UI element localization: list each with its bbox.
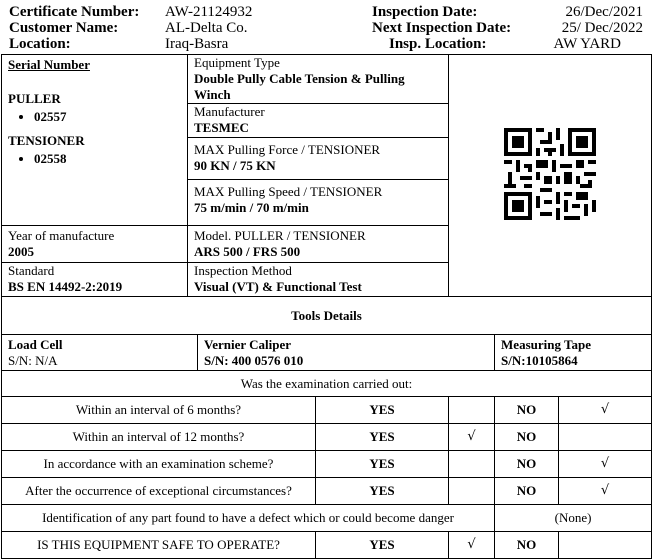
exam-row [2, 478, 652, 505]
exam-row [2, 397, 652, 424]
no-check [559, 424, 652, 451]
yes-check: √ [449, 424, 495, 451]
next-inspection-date-value: 25/ Dec/2022 [561, 20, 643, 36]
serial-number-cell [2, 55, 188, 226]
pulling-force-label: MAX Pulling Force / TENSIONER [194, 142, 381, 157]
inspection-date-label: Inspection Date: [372, 4, 478, 20]
safe-no-check [559, 532, 652, 559]
certificate-number-label: Certificate Number: [9, 4, 140, 20]
yes-label: YES [316, 451, 449, 478]
qr-code-icon [504, 128, 596, 220]
exam-row [2, 451, 652, 478]
certificate-header [0, 0, 653, 54]
exam-row [2, 424, 652, 451]
tensioner-serial: • 02558 [34, 151, 181, 167]
equipment-type-cell [188, 55, 449, 104]
next-inspection-date-label: Next Inspection Date: [372, 20, 512, 36]
yes-label: YES [316, 424, 449, 451]
customer-name-label: Customer Name: [9, 20, 119, 36]
load-cell-sn: S/N: N/A [8, 353, 58, 368]
yes-label: YES [316, 397, 449, 424]
defect-answer: (None) [495, 505, 652, 532]
no-label: NO [495, 397, 559, 424]
measuring-tape-label: Measuring Tape [501, 337, 591, 352]
no-label: NO [495, 451, 559, 478]
certificate-number-value: AW-21124932 [165, 4, 253, 20]
no-check: √ [559, 397, 652, 424]
tools-details-title: Tools Details [2, 297, 652, 335]
vernier-caliper-label: Vernier Caliper [204, 337, 292, 352]
yes-check [449, 397, 495, 424]
qr-code-cell [449, 55, 652, 297]
no-label: NO [495, 424, 559, 451]
year-value: 2005 [8, 244, 34, 259]
yes-label: YES [316, 478, 449, 505]
standard-value: BS EN 14492-2:2019 [8, 279, 123, 294]
insp-location-value: AW YARD [553, 36, 621, 52]
location-label: Location: [9, 36, 71, 52]
yes-check [449, 451, 495, 478]
load-cell-cell [2, 335, 198, 371]
customer-name-value: AL-Delta Co. [165, 20, 248, 36]
inspection-method-value: Visual (VT) & Functional Test [194, 279, 362, 294]
exam-question: Within an interval of 6 months? [2, 397, 316, 424]
no-check: √ [559, 451, 652, 478]
safe-yes-check: √ [449, 532, 495, 559]
defect-question: Identification of any part found to have a defect which or could become danger [2, 505, 495, 532]
location-value: Iraq-Basra [165, 36, 229, 52]
insp-location-label: Insp. Location: [389, 36, 487, 52]
vernier-caliper-sn: S/N: 400 0576 010 [204, 353, 304, 368]
puller-label: PULLER [8, 91, 61, 106]
serial-number-title: Serial Number [8, 57, 90, 72]
tensioner-label: TENSIONER [8, 133, 85, 148]
pulling-speed-value: 75 m/min / 70 m/min [194, 200, 309, 215]
manufacturer-label: Manufacturer [194, 104, 265, 119]
examination-title: Was the examination carried out: [2, 371, 652, 397]
header-row-3 [9, 35, 649, 53]
manufacturer-value: TESMEC [194, 120, 249, 135]
safe-question: IS THIS EQUIPMENT SAFE TO OPERATE? [2, 532, 316, 559]
exam-question: After the occurrence of exceptional circumstances? [2, 478, 316, 505]
model-value: ARS 500 / FRS 500 [194, 244, 301, 259]
standard-cell [2, 263, 188, 297]
pulling-speed-cell [188, 180, 449, 226]
no-label: NO [495, 478, 559, 505]
load-cell-label: Load Cell [8, 337, 63, 352]
safe-yes-label: YES [316, 532, 449, 559]
defect-row [2, 505, 652, 532]
safe-no-label: NO [495, 532, 559, 559]
standard-label: Standard [8, 263, 55, 278]
pulling-speed-label: MAX Pulling Speed / TENSIONER [194, 184, 383, 199]
pulling-force-cell [188, 138, 449, 180]
year-label: Year of manufacture [8, 228, 115, 243]
inspection-method-cell [188, 263, 449, 297]
puller-serial: • 02557 [34, 109, 181, 125]
measuring-tape-sn: S/N:10105864 [501, 353, 578, 368]
safe-row [2, 532, 652, 559]
pulling-force-value: 90 KN / 75 KN [194, 158, 276, 173]
exam-question: Within an interval of 12 months? [2, 424, 316, 451]
measuring-tape-cell [495, 335, 652, 371]
model-label: Model. PULLER / TENSIONER [194, 228, 366, 243]
equipment-type-label: Equipment Type [194, 55, 280, 70]
yes-check [449, 478, 495, 505]
inspection-date-value: 26/Dec/2021 [565, 4, 643, 20]
no-check: √ [559, 478, 652, 505]
vernier-caliper-cell [198, 335, 495, 371]
year-cell [2, 226, 188, 263]
certificate-table [1, 54, 652, 559]
inspection-method-label: Inspection Method [194, 263, 292, 278]
manufacturer-cell [188, 104, 449, 138]
exam-question: In accordance with an examination scheme? [2, 451, 316, 478]
model-cell [188, 226, 449, 263]
equipment-type-value: Double Pully Cable Tension & Pulling Winch [194, 71, 405, 102]
